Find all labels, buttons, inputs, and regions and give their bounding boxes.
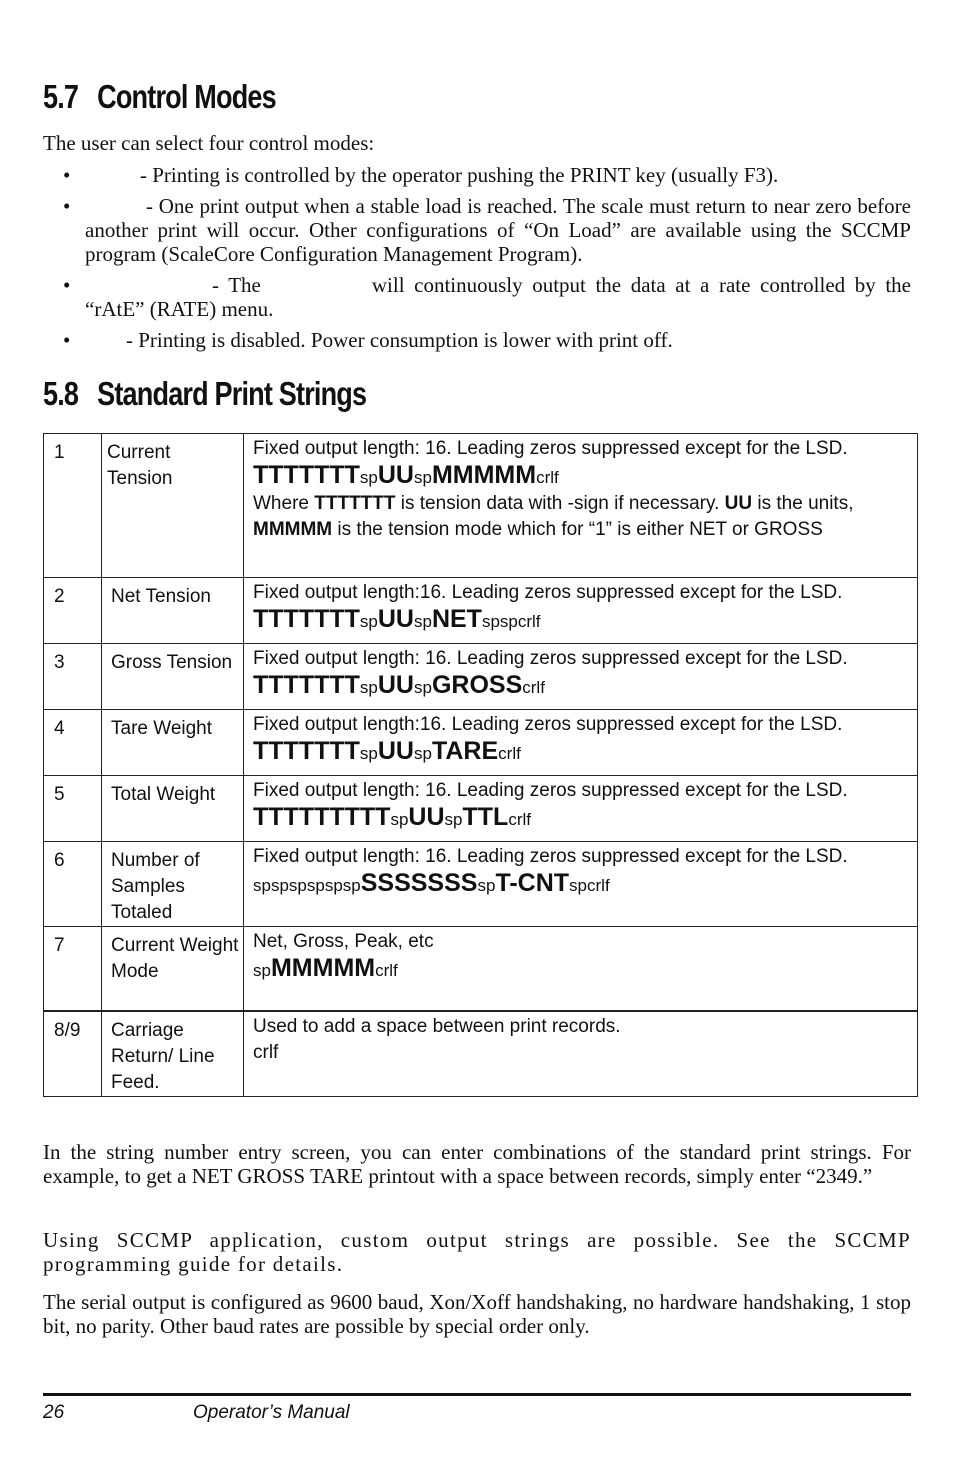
section-heading-5-7 [43,78,276,116]
row-number: 3 [44,644,102,710]
table-row [44,578,918,644]
row-name: Total Weight [102,776,244,842]
row-number: 8/9 [44,1011,102,1097]
table-row [44,842,918,927]
list-item: • - One print output when a stable load is reached. The scale must return to near zero before another print will occur. Other configurations of “On Load” are available using the SCCMP program (ScaleCore Configuration Management Program). [63,194,911,266]
list-item: • - The will continuously output the data at a rate controlled by the “rAtE” (RATE) menu. [63,273,911,321]
row-name: Net Tension [102,578,244,644]
row-number: 7 [44,927,102,1011]
list-item: • - Printing is disabled. Power consumption is lower with print off. [63,328,673,352]
control-modes-intro: The user can select four control modes: [43,131,375,155]
table-row [44,1011,918,1097]
row-description: Fixed output length: 16. Leading zeros suppressed except for the LSD. TTTTTTTspUUspGROSScrlf [244,644,918,710]
paragraph-sccmp: Using SCCMP application, custom output strings are possible. See the SCCMP programming guide for details. [43,1228,911,1276]
section-title: Control Modes [97,78,276,115]
list-item: • - Printing is controlled by the operator pushing the PRINT key (usually F3). [63,163,779,187]
format-string: crlf [253,1041,279,1063]
row-name: Carriage Return/ Line Feed. [102,1011,244,1097]
table-row [44,927,918,1011]
row-description: Fixed output length:16. Leading zeros suppressed except for the LSD. TTTTTTTspUUspNETspspcrlf [244,578,918,644]
row-description: Fixed output length: 16. Leading zeros suppressed except for the LSD. TTTTTTTspUUspMMMMMcrlf Where TTTTTTT is tension data with -sign if necessary. UU is the units, MMMMM is the tension mode which for “1” is either NET or GROSS [244,434,918,578]
page-number: 26 [43,1402,65,1423]
paragraph-combinations: In the string number entry screen, you can enter combinations of the standard print strings. For example, to get a NET GROSS TARE printout with a space between records, simply enter “2349.” [43,1140,911,1188]
row-name: Gross Tension [102,644,244,710]
row-description: Used to add a space between print records. crlf [244,1011,918,1097]
row-number: 5 [44,776,102,842]
row-number: 4 [44,710,102,776]
row-number: 1 [44,434,102,578]
section-heading-5-8 [43,375,366,413]
row-name: Current Weight Mode [102,927,244,1011]
format-string: spspspspspspSSSSSSSspT-CNTspcrlf [253,869,610,897]
row-description: Fixed output length:16. Leading zeros suppressed except for the LSD. TTTTTTTspUUspTAREcrlf [244,710,918,776]
row-description: Fixed output length: 16. Leading zeros suppressed except for the LSD. spspspspspspSSSSSSSspT-CNTspcrlf [244,842,918,927]
paragraph-serial: The serial output is configured as 9600 baud, Xon/Xoff handshaking, no hardware handshaking, 1 stop bit, no parity. Other baud rates are possible by special order only. [43,1290,911,1338]
section-number: 5.8 [43,375,79,412]
section-title: Standard Print Strings [97,375,367,412]
format-string: TTTTTTTspUUspMMMMMcrlf [253,461,559,489]
row-description: Fixed output length: 16. Leading zeros suppressed except for the LSD. TTTTTTTTTspUUspTTLcrlf [244,776,918,842]
print-strings-table [43,433,918,1097]
table-row [44,434,918,578]
format-note: Where TTTTTTT is tension data with -sign if necessary. UU is the units, MMMMM is the tension mode which for “1” is either NET or GROSS [253,493,854,540]
footer-title: Operator’s Manual [193,1402,350,1423]
format-string: TTTTTTTspUUspNETspspcrlf [253,605,541,633]
table-row [44,644,918,710]
format-string: TTTTTTTspUUspGROSScrlf [253,671,545,699]
row-description: Net, Gross, Peak, etc spMMMMMcrlf [244,927,918,1011]
section-number: 5.7 [43,78,79,115]
table-row [44,776,918,842]
footer-rule [43,1393,911,1396]
row-name: Current Tension [102,434,244,578]
format-string: TTTTTTTTTspUUspTTLcrlf [253,803,531,831]
row-number: 6 [44,842,102,927]
row-name: Tare Weight [102,710,244,776]
format-string: spMMMMMcrlf [253,954,398,982]
format-string: TTTTTTTspUUspTAREcrlf [253,737,521,765]
table-row [44,710,918,776]
row-name: Number of Samples Totaled [102,842,244,927]
row-number: 2 [44,578,102,644]
